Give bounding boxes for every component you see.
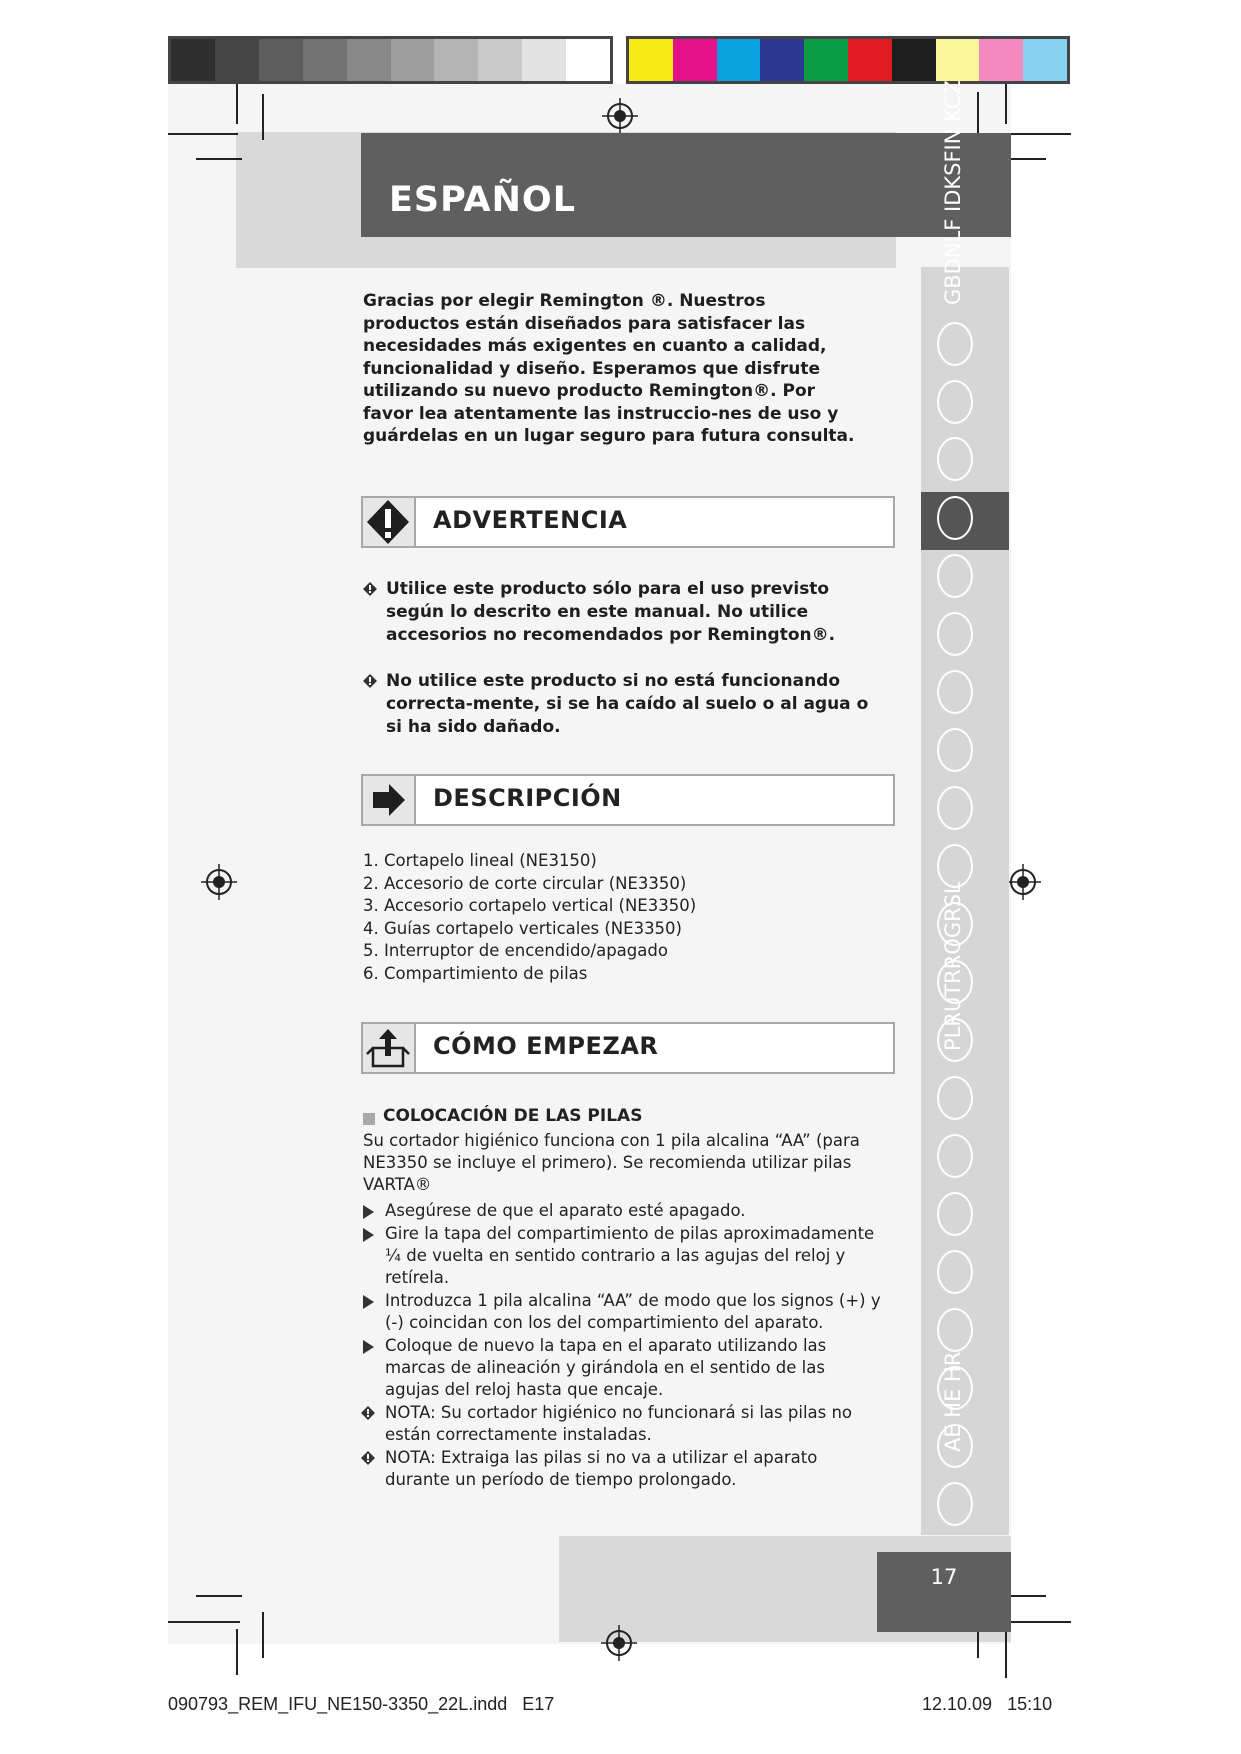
triangle-bullet-icon (363, 1295, 374, 1309)
warning-bullet-icon (361, 1406, 375, 1420)
gray-swatch (478, 39, 522, 81)
color-swatch (673, 39, 717, 81)
list-item: 6. Compartimiento de pilas (363, 963, 588, 983)
language-codes-top: GBDNLF IDKSFIN KCZ (941, 80, 965, 305)
crop-mark (262, 94, 264, 140)
gray-color-bar (168, 36, 613, 84)
note-item: NOTA: Extraiga las pilas si no va a utilizar el aparato durante un período de tiempo prolongado. (363, 1447, 883, 1491)
list-item: 1. Cortapelo lineal (NE3150) (363, 851, 597, 870)
language-ring (937, 612, 973, 656)
color-swatch (1023, 39, 1067, 81)
intro-paragraph: Gracias por elegir Remington ®. Nuestros productos están diseñados para satisfacer las necesidades más exigentes en cuanto a calidad, funcionalidad y diseño. Esperamos que disfrute utilizando su nuevo producto Remington®. Por favor lea atentamente las instruccio-nes de uso y guárdelas en un lugar seguro para futura consulta. (363, 291, 855, 446)
gray-swatch (391, 39, 435, 81)
list-item: Coloque de nuevo la tapa en el aparato utilizando las marcas de alineación y girándola en el sentido de las agujas del reloj hasta que encaje. (363, 1335, 883, 1401)
box-up-arrow-icon (363, 1024, 414, 1072)
color-swatch (717, 39, 761, 81)
warning-section-title: ADVERTENCIA (433, 506, 628, 534)
footer-date-time: 12.10.09 15:10 (922, 1694, 1053, 1714)
language-ring (937, 1134, 973, 1178)
getting-started-icon-cell (363, 1024, 416, 1072)
warning-item-text: Utilice este producto sólo para el uso previsto según lo descrito en este manual. No utilice accesorios no recomendados por Remington®. (386, 579, 836, 645)
description-section-title: DESCRIPCIÓN (433, 784, 622, 812)
crop-mark (1005, 133, 1071, 135)
triangle-bullet-icon (363, 1228, 374, 1242)
getting-started-section-header (361, 1022, 895, 1074)
battery-paragraph: Su cortador higiénico funciona con 1 pila alcalina “AA” (para NE3350 se incluye el primero). Se recomienda utilizar pilas VARTA® (363, 1131, 860, 1194)
crop-mark (1005, 84, 1007, 124)
page-number-box (877, 1552, 1011, 1632)
page-title: ESPAÑOL (389, 180, 576, 220)
subheading-bullet (363, 1113, 375, 1125)
gray-swatch (303, 39, 347, 81)
triangle-bullet-icon (363, 1205, 374, 1219)
list-item: 3. Accesorio cortapelo vertical (NE3350) (363, 896, 697, 915)
footer-file-name: 090793_REM_IFU_NE150-3350_22L.indd E17 (168, 1694, 555, 1714)
language-ring (937, 1076, 973, 1120)
registration-mark-icon (200, 863, 238, 901)
crop-mark (1005, 1632, 1007, 1678)
language-ring (937, 728, 973, 772)
color-swatch (848, 39, 892, 81)
language-ring (937, 322, 973, 366)
warning-item (363, 578, 883, 647)
gray-swatch (566, 39, 610, 81)
description-list (363, 850, 696, 985)
language-ring (937, 670, 973, 714)
color-swatch (936, 39, 980, 81)
crop-mark (168, 1621, 240, 1623)
color-swatch (804, 39, 848, 81)
warning-section-header (361, 496, 895, 548)
battery-subheading: COLOCACIÓN DE LAS PILAS (383, 1106, 643, 1126)
language-ring (937, 1250, 973, 1294)
getting-started-section-title: CÓMO EMPEZAR (433, 1032, 659, 1060)
gray-swatch (171, 39, 215, 81)
language-ring (937, 380, 973, 424)
description-section-header (361, 774, 895, 826)
color-swatch (892, 39, 936, 81)
list-item: Asegúrese de que el aparato esté apagado. (363, 1200, 883, 1222)
gray-swatch (434, 39, 478, 81)
warning-bullet-icon (363, 582, 377, 596)
battery-steps-list (363, 1200, 883, 1492)
registration-mark-icon (1004, 863, 1042, 901)
crop-mark (196, 158, 242, 160)
language-ring (937, 786, 973, 830)
page-number: 17 (930, 1565, 958, 1589)
registration-mark-icon (601, 97, 639, 135)
language-ring (937, 1308, 973, 1352)
warning-icon (363, 498, 414, 546)
language-ring (937, 554, 973, 598)
warning-icon-cell (363, 498, 416, 546)
list-item: 2. Accesorio de corte circular (NE3350) (363, 873, 687, 893)
note-item: NOTA: Su cortador higiénico no funcionará si las pilas no están correctamente instaladas. (363, 1402, 883, 1446)
triangle-bullet-icon (363, 1340, 374, 1354)
list-item: Introduzca 1 pila alcalina “AA” de modo que los signos (+) y (-) coincidan con los del compartimiento del aparato. (363, 1290, 883, 1334)
warning-bullet-icon (361, 1451, 375, 1465)
arrow-right-icon (363, 776, 414, 824)
crop-mark (236, 84, 238, 124)
description-icon-cell (363, 776, 416, 824)
warning-item-text: No utilice este producto si no está funcionando correcta-mente, si se ha caído al suelo o al agua o si ha sido dañado. (386, 671, 869, 737)
crop-mark (168, 133, 238, 135)
gray-swatch (522, 39, 566, 81)
language-ring-active (937, 496, 973, 540)
language-ring (937, 1482, 973, 1526)
color-swatch (979, 39, 1023, 81)
language-ring (937, 1192, 973, 1236)
language-ring (937, 437, 973, 481)
crop-mark (1005, 1621, 1071, 1623)
list-item: Gire la tapa del compartimiento de pilas aproximadamente ¼ de vuelta en sentido contrario a las agujas del reloj y retírela. (363, 1223, 883, 1289)
language-codes-bottom: AE HE HR (941, 1351, 965, 1452)
registration-mark-icon (600, 1624, 638, 1662)
language-codes-middle: PLRUTRROGRSL (941, 882, 965, 1051)
cmyk-color-bar (626, 36, 1070, 84)
crop-mark (262, 1612, 264, 1658)
gray-swatch (347, 39, 391, 81)
color-swatch (760, 39, 804, 81)
crop-mark (977, 92, 979, 138)
warning-item (363, 670, 883, 739)
color-swatch (629, 39, 673, 81)
warning-bullet-icon (363, 674, 377, 688)
crop-mark (196, 1595, 242, 1597)
list-item: 4. Guías cortapelo verticales (NE3350) (363, 918, 682, 938)
crop-mark (236, 1629, 238, 1675)
gray-swatch (259, 39, 303, 81)
gray-swatch (215, 39, 259, 81)
list-item: 5. Interruptor de encendido/apagado (363, 941, 668, 960)
